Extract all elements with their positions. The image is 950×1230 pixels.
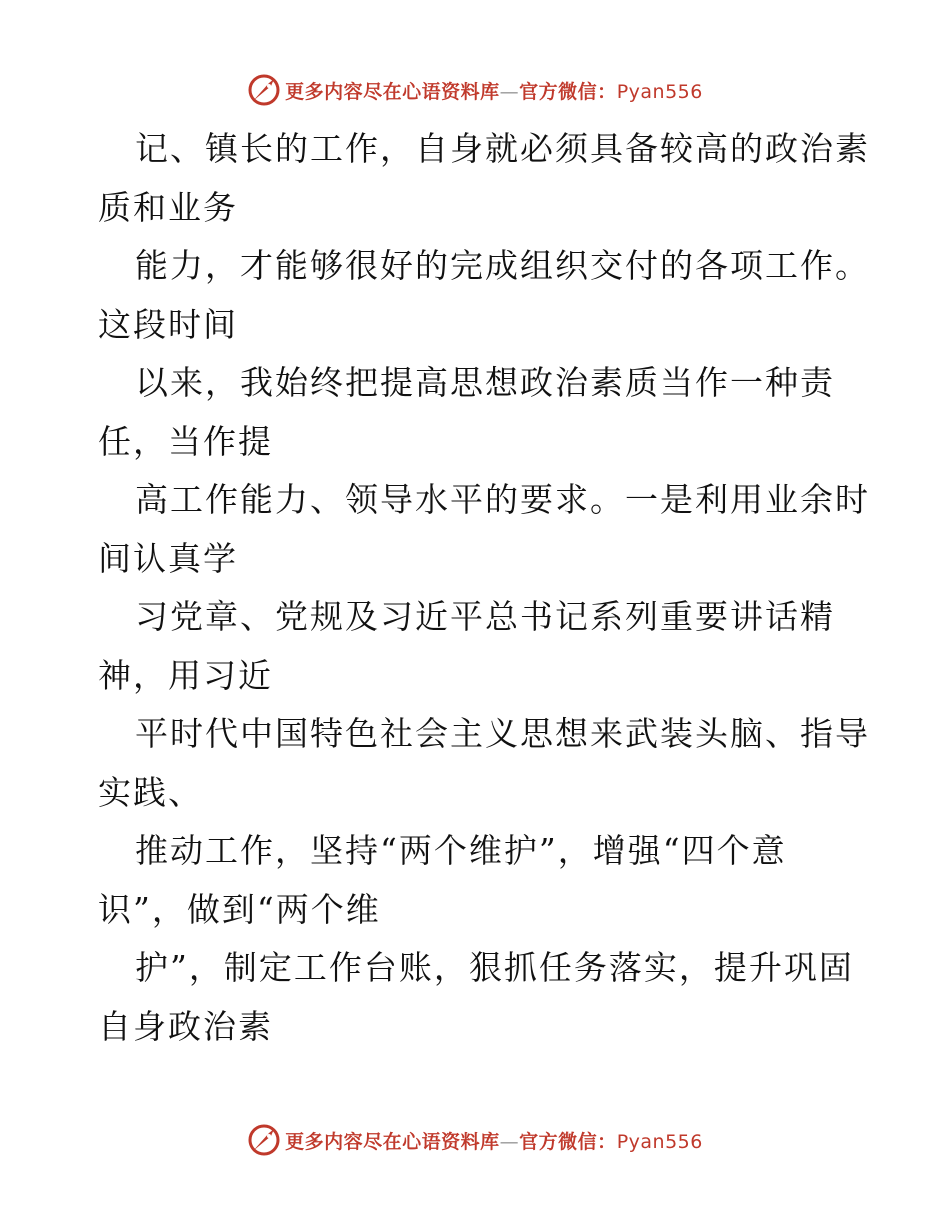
footer-banner-wechat-label: 官方微信：: [519, 1130, 617, 1153]
quill-logo-icon: [247, 73, 281, 107]
quill-logo-icon: [247, 1123, 281, 1157]
paragraph-line: 实践、: [98, 772, 203, 812]
paragraph-line: 神，用习近: [98, 655, 273, 695]
header-banner-wechat-label: 官方微信：: [519, 80, 617, 103]
footer-banner-wechat-id: Pyan556: [616, 1130, 703, 1153]
paragraph-line: 记、镇长的工作，自身就必须具备较高的政治素: [135, 129, 870, 168]
header-banner-wechat-id: Pyan556: [616, 80, 703, 103]
footer-banner-text: [285, 1127, 703, 1154]
paragraph-line: 识”，做到“两个维: [98, 889, 381, 929]
paragraph-line: 推动工作，坚持“两个维护”，增强“四个意: [135, 831, 787, 870]
paragraph-line: 这段时间: [98, 304, 238, 344]
header-banner-text: [285, 77, 703, 104]
paragraph-line: 平时代中国特色社会主义思想来武装头脑、指导: [135, 714, 870, 753]
header-banner-lead: 更多内容尽在心语资料库: [285, 80, 500, 103]
header-banner-separator: —: [499, 80, 520, 103]
paragraph-line: 间认真学: [98, 538, 238, 578]
footer-banner-separator: —: [499, 1130, 520, 1153]
footer-banner-lead: 更多内容尽在心语资料库: [285, 1130, 500, 1153]
document-body: [98, 120, 878, 1056]
paragraph-line: 习党章、党规及习近平总书记系列重要讲话精: [135, 597, 835, 636]
paragraph-line: 以来，我始终把提高思想政治素质当作一种责: [135, 363, 835, 402]
header-banner: [0, 70, 950, 110]
paragraph-line: 自身政治素: [98, 1006, 273, 1046]
paragraph-line: 质和业务: [98, 187, 238, 227]
paragraph-line: 能力，才能够很好的完成组织交付的各项工作。: [135, 246, 870, 285]
paragraph-line: 任，当作提: [98, 421, 273, 461]
footer-banner: [0, 1120, 950, 1160]
paragraph-line: 护”，制定工作台账，狠抓任务落实，提升巩固: [135, 948, 854, 987]
paragraph-line: 高工作能力、领导水平的要求。一是利用业余时: [135, 480, 870, 519]
